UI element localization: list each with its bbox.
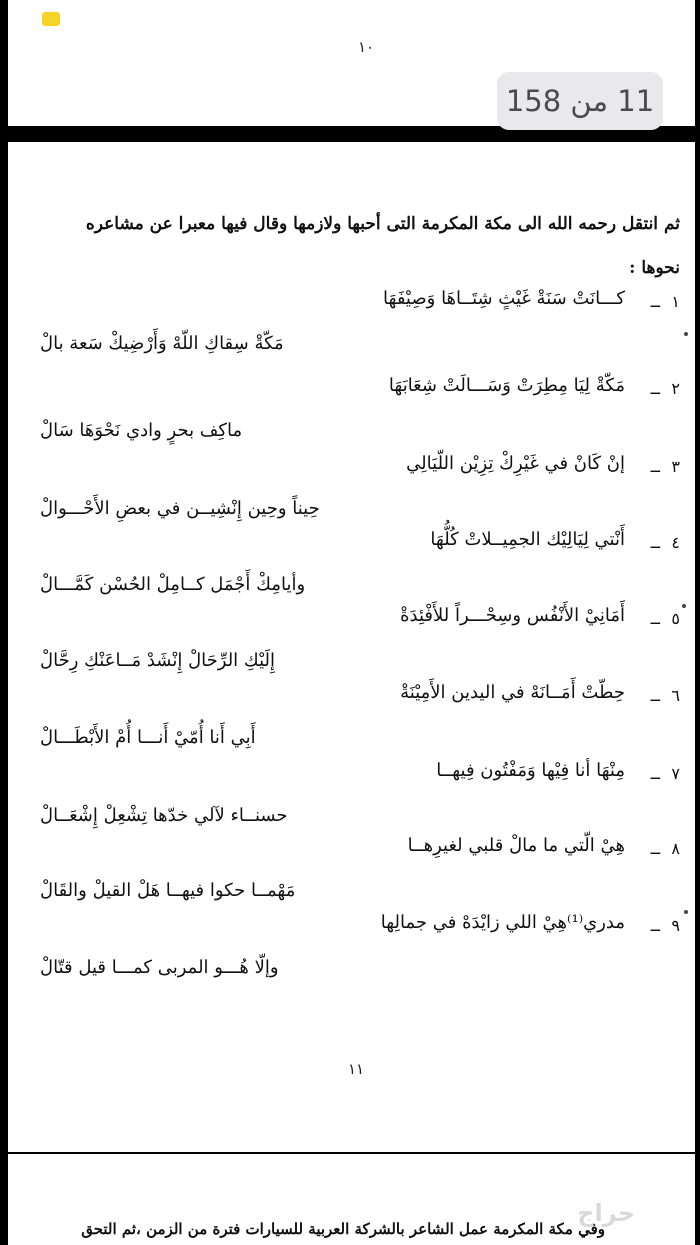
verse-first-hemistich: إنْ كَانْ في غَيْرِكْ تِزِيْن اللّيَالِي [406, 453, 625, 474]
bottom-text-line: وفي مكة المكرمة عمل الشاعر بالشركة العربية للسيارات فترة من الزمن ،ثم التحق [81, 1220, 605, 1238]
verse-second-hemistich: مَكّةْ سِقاكِ اللّهْ وَأَرْضِيكْ سَعة بالْ [40, 333, 284, 354]
highlight-marker [42, 12, 60, 26]
verse-dash: ــ [650, 533, 660, 552]
verse-first-hemistich: مَكّةْ لِيَا مِطِرَتْ وَسَـــالَتْ شِعَابَهَا [388, 375, 625, 396]
verse-dash: ــ [650, 457, 660, 476]
verse-dash: ــ [650, 764, 660, 783]
verse-dash: ــ [650, 292, 660, 311]
verse-number: ٥ [671, 609, 680, 628]
verse-second-hemistich: ماكِف بحرٍ وادي نَحْوَهَا سَالْ [40, 420, 243, 441]
verse-number: ٤ [671, 533, 680, 552]
verse-first-hemistich: حِطّتْ أَمَــانَهْ في اليدين الأَمِيْنَةْ [400, 682, 625, 703]
verse-number: ٦ [671, 686, 680, 705]
main-page-number: ١١ [348, 1060, 365, 1078]
main-page [8, 142, 695, 1152]
page-counter-badge: 11 من 158 [497, 72, 663, 130]
verse-dash: ــ [650, 916, 660, 935]
verse-second-hemistich: إِلَيْكِ الرِّحَالْ إِنْشَدْ مَــاعَنْكِ رِحَّالْ [40, 650, 275, 671]
verse-number: ٨ [671, 839, 680, 858]
verse-first-hemistich: أَمَانِيْ الأَنْفُس وسِحْـــراً للأَفْئِدَةْ [400, 605, 625, 626]
bottom-page [8, 1154, 695, 1245]
verse-second-hemistich: أَبِي أَنا أُمّيْ أَنـــا أُمْ الأَبْطَـــالْ [40, 727, 256, 748]
verse-first-hemistich: كـــانَتْ سَنَةْ غَيْثٍ شِتَــاهَا وَصِيْفَهَا [383, 288, 625, 309]
verse-6 [40, 682, 680, 772]
verse-1 [40, 288, 680, 378]
verse-second-hemistich: حِيناً وحِين إِنْشِيــن في بعضِ الأَحْـــوالْ [40, 498, 320, 519]
verse-first-hemistich: أَنْتي لِيَالِيْك الجمِيــلاتْ كُلُّهَا [430, 529, 625, 550]
intro-line-2: نحوها : [629, 258, 680, 278]
verse-dash: ــ [650, 839, 660, 858]
verse-first-hemistich: مدري⁽¹⁾هِيْ اللي زايْدَهْ في جمالِها [380, 912, 625, 933]
verse-number: ٩ [671, 916, 680, 935]
verse-number: ٢ [671, 379, 680, 398]
verse-9 [40, 912, 680, 1002]
verse-number: ١ [671, 292, 680, 311]
verse-first-hemistich: مِنْهَا أنا فِيْها وَمَفْتُون فِيهــا [436, 760, 625, 781]
verse-second-hemistich: وإلّا هُـــو المربى كمـــا قيل قتّالْ [40, 957, 279, 978]
edge-mark [684, 332, 688, 336]
verse-first-hemistich: هِيْ الّتي ما مالْ قلبي لغيرِهــا [407, 835, 625, 856]
verse-second-hemistich: وأيامِكْ أَجْمَل كــامِلْ الحُسْن كَمَّـــالْ [40, 574, 306, 595]
verse-dash: ــ [650, 379, 660, 398]
edge-mark [682, 604, 686, 608]
verse-2 [40, 375, 680, 465]
edge-mark [684, 910, 688, 914]
verse-number: ٣ [671, 457, 680, 476]
verse-dash: ــ [650, 686, 660, 705]
verse-second-hemistich: حسنــاء لآلي خدّها تِشْعِلْ إِشْعَــالْ [40, 805, 288, 826]
intro-line-1: ثم انتقل رحمه الله الى مكة المكرمة التى أحبها ولازمها وقال فيها معبرا عن مشاعره [85, 214, 680, 234]
verse-second-hemistich: مَهْمــا حكوا فيهــا هَلْ القيلْ والقَالْ [40, 880, 296, 901]
verse-number: ٧ [671, 764, 680, 783]
top-page-number: ١٠ [358, 38, 375, 56]
verse-dash: ــ [650, 609, 660, 628]
watermark-logo: حراج [577, 1199, 635, 1227]
